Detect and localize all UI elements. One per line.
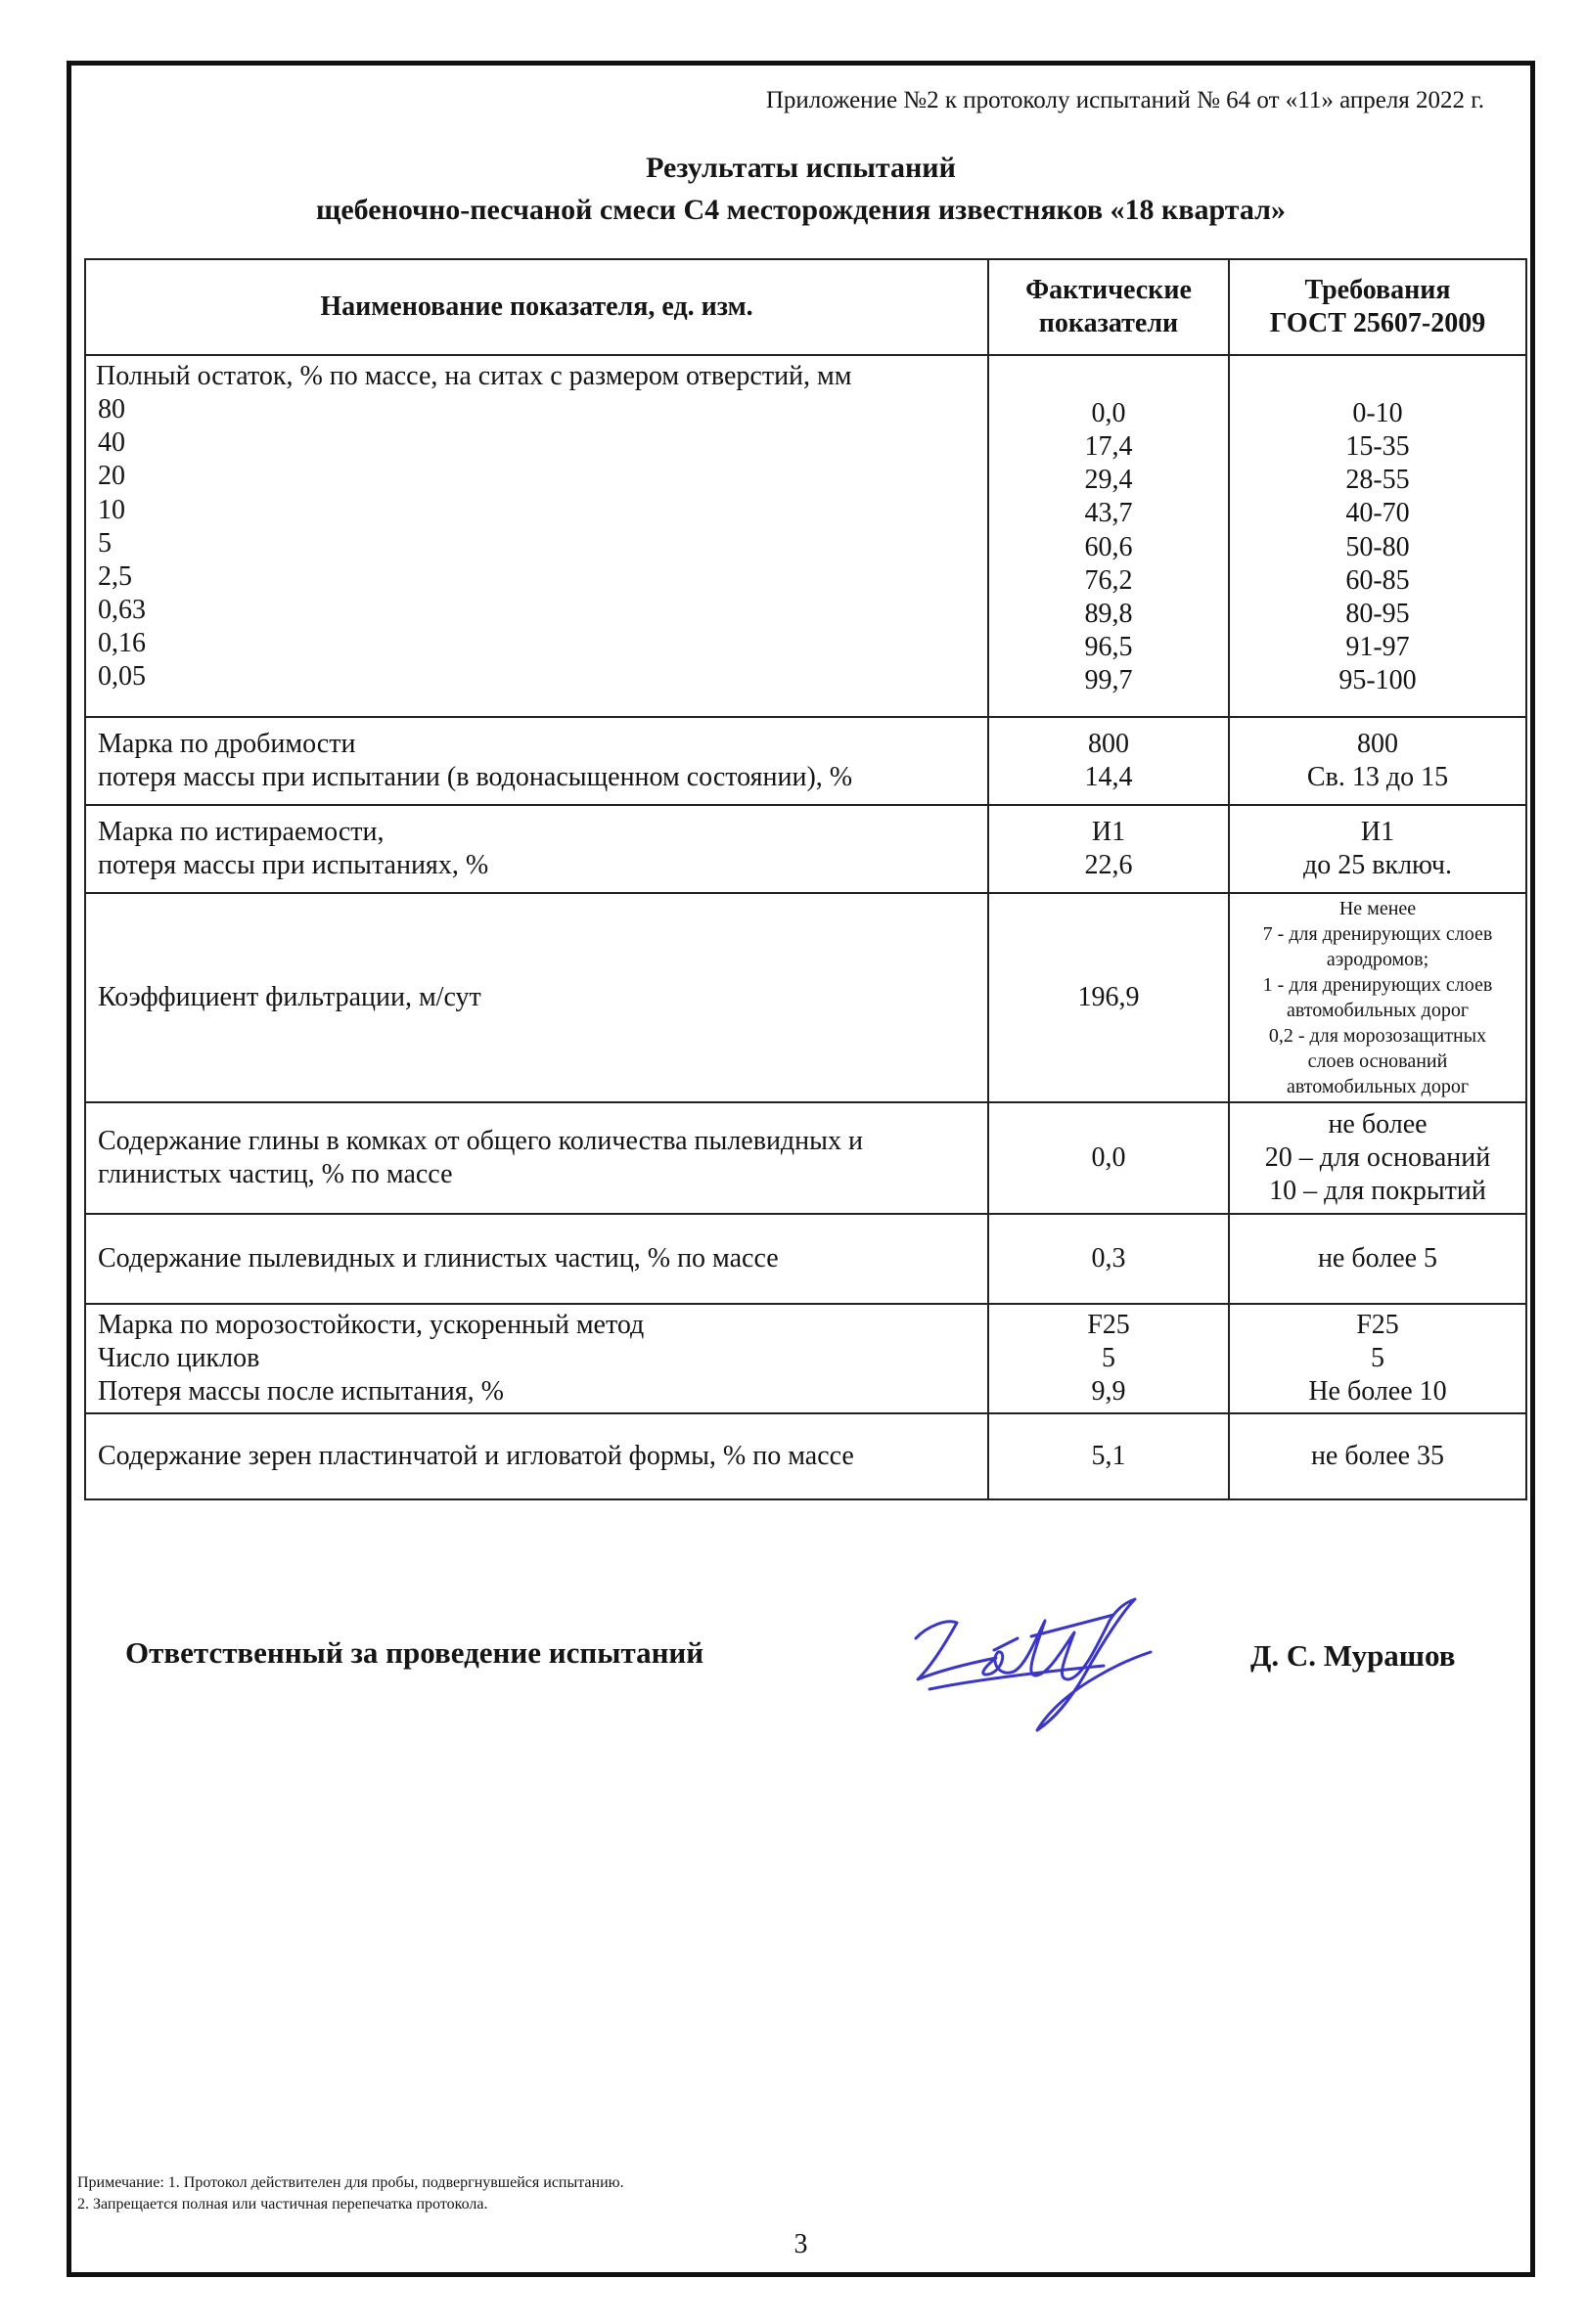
frost-actual-cell: F25 5 9,9: [988, 1304, 1229, 1413]
crushing-required-cell: 800 Св. 13 до 15: [1229, 717, 1526, 805]
page-number: 3: [794, 2229, 808, 2259]
sieve-size: 5: [98, 527, 112, 559]
sieve-required-value: 80-95: [1345, 598, 1410, 629]
table-row: [85, 1413, 1526, 1499]
sieve-size: 0,63: [98, 595, 146, 626]
filtration-label-cell: Коэффициент фильтрации, м/сут: [85, 893, 988, 1102]
page-frame: [67, 61, 1535, 2277]
table-row: [85, 1304, 1526, 1413]
table-header-row: [85, 259, 1526, 355]
sieve-actual-value: 43,7: [1084, 498, 1133, 529]
appendix-reference: Приложение №2 к протоколу испытаний № 64 от «11» апреля 2022 г.: [765, 87, 1484, 113]
abrasion-required-cell: И1 до 25 включ.: [1229, 805, 1526, 893]
sieve-actual-value: 76,2: [1084, 564, 1133, 596]
footnote-line: 2. Запрещается полная или частичная перепечатка протокола.: [77, 2195, 488, 2212]
clay-lumps-required-cell: не более 20 – для оснований 10 – для покрытий: [1229, 1102, 1526, 1214]
table-row: [85, 355, 1526, 717]
handwritten-signature: [888, 1582, 1172, 1738]
sieve-size: 40: [98, 427, 125, 459]
footnote: [77, 2172, 624, 2214]
sieve-actual-value: 0,0: [1091, 398, 1126, 428]
abrasion-actual-cell: И1 22,6: [988, 805, 1229, 893]
sieve-actual-value: 60,6: [1084, 531, 1133, 562]
sieve-required-value: 60-85: [1345, 564, 1410, 596]
signer-name: Д. С. Мурашов: [1250, 1638, 1456, 1673]
table-row: [85, 893, 1526, 1102]
clay-lumps-actual-cell: 0,0: [988, 1102, 1229, 1214]
sieve-label-cell: [85, 355, 988, 717]
table-row: [85, 1214, 1526, 1304]
signature-block: [71, 1582, 1530, 1738]
responsible-label: Ответственный за проведение испытаний: [125, 1635, 704, 1670]
flaky-actual-cell: 5,1: [988, 1413, 1229, 1499]
footnote-line: Примечание: 1. Протокол действителен для пробы, подвергнувшейся испытанию.: [77, 2174, 624, 2191]
results-table: [84, 258, 1527, 1500]
abrasion-label-cell: Марка по истираемости, потеря массы при испытаниях, %: [85, 805, 988, 893]
filtration-actual-cell: 196,9: [988, 893, 1229, 1102]
dust-required-cell: не более 5: [1229, 1214, 1526, 1304]
table-row: [85, 805, 1526, 893]
sieve-label: Полный остаток, % по массе, на ситах с размером отверстий, мм: [96, 361, 852, 391]
sieve-actual-value: 89,8: [1084, 598, 1133, 629]
column-header-requirements: Требования ГОСТ 25607-2009: [1229, 259, 1526, 355]
sieve-required-cell: [1229, 355, 1526, 717]
sieve-size: 0,16: [98, 628, 146, 659]
sieve-required-value: 0-10: [1352, 398, 1403, 428]
table-row: [85, 1102, 1526, 1214]
sieve-required-value: 91-97: [1345, 632, 1410, 663]
sieve-required-value: 15-35: [1345, 431, 1410, 463]
sieve-required-value: 95-100: [1338, 665, 1417, 696]
sieve-actual-value: 29,4: [1084, 465, 1133, 496]
sieve-size: 0,05: [98, 661, 146, 693]
sieve-actual-value: 96,5: [1084, 632, 1133, 663]
dust-actual-cell: 0,3: [988, 1214, 1229, 1304]
sieve-size: 2,5: [98, 560, 132, 592]
sieve-actual-value: 99,7: [1084, 665, 1133, 696]
sieve-size: 10: [98, 494, 125, 525]
flaky-required-cell: не более 35: [1229, 1413, 1526, 1499]
sieve-required-value: 28-55: [1345, 465, 1410, 496]
sieve-required-value: 40-70: [1345, 498, 1410, 529]
column-header-actual: Фактические показатели: [988, 259, 1229, 355]
clay-lumps-label-cell: Содержание глины в комках от общего количества пылевидных и глинистых частиц, % по массе: [85, 1102, 988, 1214]
sieve-required-value: 50-80: [1345, 531, 1410, 562]
crushing-actual-cell: 800 14,4: [988, 717, 1229, 805]
column-header-indicator: Наименование показателя, ед. изм.: [85, 259, 988, 355]
sieve-size: 80: [98, 394, 125, 425]
sieve-actual-value: 17,4: [1084, 431, 1133, 463]
frost-required-cell: F25 5 Не более 10: [1229, 1304, 1526, 1413]
sieve-actual-cell: [988, 355, 1229, 717]
sieve-size: 20: [98, 461, 125, 492]
filtration-required-cell: Не менее 7 - для дренирующих слоев аэродромов; 1 - для дренирующих слоев автомобильных дорог 0,2 - для морозозащитных слоев оснований автомобильных дорог: [1229, 893, 1526, 1102]
document-subtitle: щебеночно-песчаной смеси С4 месторождения известняков «18 квартал»: [316, 194, 1286, 226]
flaky-label-cell: Содержание зерен пластинчатой и игловатой формы, % по массе: [85, 1413, 988, 1499]
crushing-label-cell: Марка по дробимости потеря массы при испытании (в водонасыщенном состоянии), %: [85, 717, 988, 805]
document-title: Результаты испытаний: [646, 152, 956, 184]
dust-label-cell: Содержание пылевидных и глинистых частиц, % по массе: [85, 1214, 988, 1304]
frost-label-cell: Марка по морозостойкости, ускоренный метод Число циклов Потеря массы после испытания, %: [85, 1304, 988, 1413]
table-row: [85, 717, 1526, 805]
